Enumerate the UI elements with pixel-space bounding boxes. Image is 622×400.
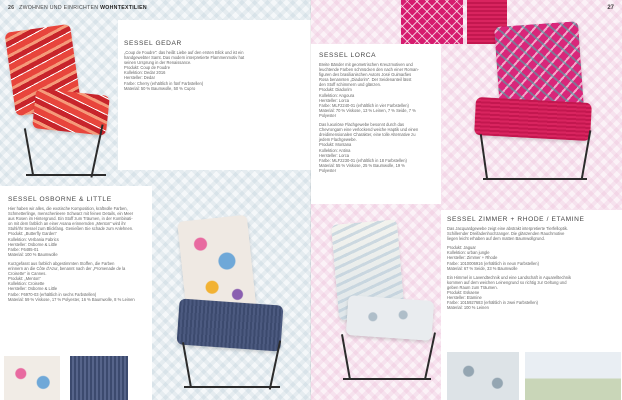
lorca-seat <box>474 97 592 141</box>
zimmer-seat <box>346 295 435 341</box>
jaguar-fabric-swatch <box>447 352 519 400</box>
gedar-heading: SESSEL GEDAR <box>124 40 182 47</box>
page-number-right: 27 <box>607 5 614 11</box>
gedar-description: „Coup de Foudre“: das heißt Liebe auf den ersten Blick und ist ein handgewebter Samt. Das modern interpretierte Flammenmotiv hat seinen Ursprung in der Renaissance. Produkt: Coup de Foudre Kollektion: Dedar 2016 Hersteller: Dedar Farbe: Cherry (erhältlich in fünf Farbstellen) Material: 50 % Baumwolle, 50 % Cupro <box>124 50 245 91</box>
montana-description: Das luxuriöse Flachgewebe besonnt durch das Chevrongarn eine verlockend weiche Haptik und einen dreidimensionalen Charakter, eine tolle Alternative zu jedem Flachgewebe. Produkt: Montana Kollektion: Antina Hersteller: Lorca Farbe: MLF2230-01 (erhältlich in 18 Farbstellen) Material: 55 % Viskose, 25 % Baumwolle, 19 % Polyester <box>319 122 419 173</box>
osborne-menton-description: Kurzgefasst aus farblich abgestimmten Stoffen, die Farben erinnern an die Côte d'Azur, benannt nach der „Promenade de la Croisette“ in Cannes. Produkt: „Menton“ Kollektion: Croisette Hersteller: Osborne & Little Farbe: F6970-03 (erhältlich in sechs Farbstellen) Material: 59 % Viskose, 17 % Polyester, 16 % Baumwolle, 8 % Leinen <box>8 260 135 302</box>
lorca-description: Breite Bänder mit geometrischen Kreuzmotiven und leuchtende Farben schmücken den nach einer Roman- figuren des brasilianischen Autors José Guimarães Rosa benannten „Diadorim“. Der Seidenanteil lässt den Stoff schimmern und glänzen. Produkt: Diadorim Kollektion: Angoura Hersteller: Lorca Farbe: MLF2240-01 (erhältlich in vier Farbstellen) Material: 70 % Viskose, 13 % Leinen, 7 % Seide, 7 % Polyester <box>319 62 419 118</box>
osborne-heading: SESSEL OSBORNE & LITTLE <box>8 196 112 203</box>
lorca-section <box>319 52 441 173</box>
osborne-section <box>8 196 152 302</box>
zimmer-frame-base <box>343 378 431 380</box>
zimmer-frame-front <box>341 334 351 380</box>
butterfly-fabric-swatch <box>4 356 60 400</box>
jaguar-details: Produkt: Jaguar Kollektion: urban jungle Hersteller: Zimmer + Rhode Farbe: 1010006916 (erhältlich in neun Farbstellen) Material: 67 % Seide, 33 % Baumwolle <box>447 245 539 271</box>
gedar-frame-front <box>24 128 34 176</box>
right-page <box>311 0 622 400</box>
osborne-description: Hier haben wir alles, die exotische Komposition, kraftvolle Farben, Schmetterlinge, menschenleere Schwarz mit feinen Details, ein Meer aus Rosen im Hintergrund. Ein Stoff zum Träumen, in der Kombinati- on mit dem farblich an einer Asana erinnernden „Menton“ wird ihr Stuhl/Ihr Sessel zum Blickfang. Genießen Sie schade zum Anlehnen. Produkt: „Butterfly Garden“ Kollektion: Verbania Fabrics Hersteller: Osborne & Little Farbe: F6485-01 Material: 100 % Baumwolle <box>8 206 134 257</box>
lorca-chair-photo <box>461 18 611 186</box>
page-number-left: 26 <box>8 5 15 11</box>
running-header <box>8 5 147 11</box>
osborne-chair-photo <box>156 214 306 394</box>
zimmer-section <box>447 216 619 310</box>
gedar-frame-base <box>26 174 106 176</box>
lorca-heading: SESSEL LORCA <box>319 52 377 59</box>
eskaene-description: Ein Himmel in Lavendtechnik und eine Landschaft in Aquarelltechnik kommen auf dem weichen Leinengrund so richtig zur Geltung und geben Raum zum Träumen. Produkt: Eskaene Hersteller: Etamine Farbe: 1015927683 (erhältlich in zwei Farbstellen) Material: 100 % Leinen <box>447 274 572 311</box>
gedar-chair-photo <box>4 20 116 180</box>
diadorim-fabric-swatch <box>401 0 463 44</box>
header-section: ZWOHNEN UND EINRICHTEN <box>19 5 99 11</box>
osborne-frame-front <box>182 342 192 388</box>
header-topic: WOHNTEXTILIEN <box>100 5 147 11</box>
jaguar-intro: Das Jacquardgewebe zeigt eine abstrakt interpretierte Tierfelloptik. Schillernder Dreifadenhochzanger. Die glänzenden Rauchmotive liegen leicht erhaben auf dem matten Baumwollgrund. <box>447 226 569 242</box>
eskaene-fabric-swatch <box>525 352 621 400</box>
zimmer-heading: SESSEL ZIMMER + RHODE / ETAMINE <box>447 216 585 223</box>
gedar-seat <box>32 88 110 136</box>
lorca-frame-base <box>483 178 587 180</box>
lorca-frame-front <box>480 134 488 180</box>
zimmer-chair-photo <box>317 212 439 392</box>
osborne-frame-base <box>184 386 280 388</box>
osborne-seat <box>177 298 284 351</box>
gedar-section <box>124 40 304 91</box>
menton-fabric-swatch <box>70 356 128 400</box>
